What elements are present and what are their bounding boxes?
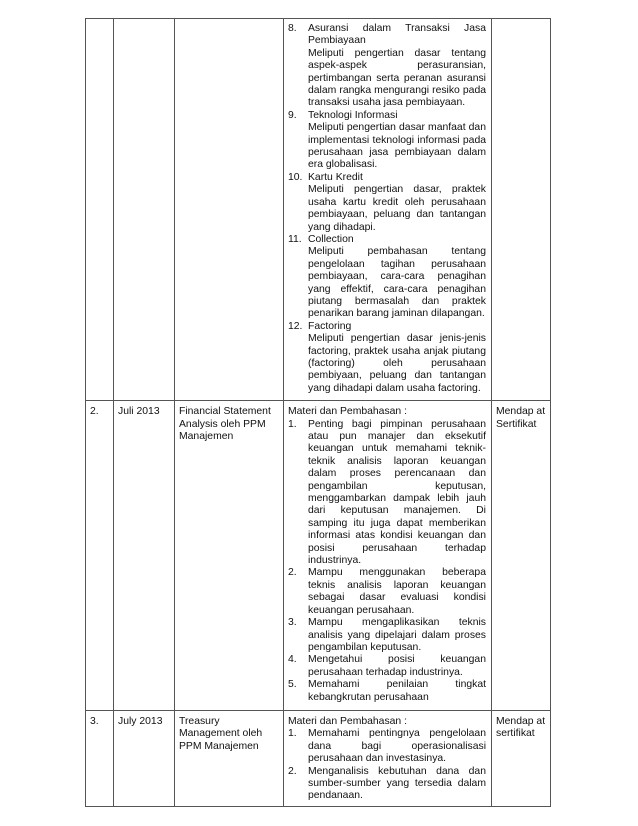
item-title: Factoring [308,320,352,332]
list-item [288,172,486,234]
cell-date [114,19,175,401]
item-number: 12. [288,320,303,332]
item-text: Mengetahui posisi keuangan perusahaan terhadap industrinya. [308,654,486,678]
item-description: Meliputi pengertian dasar manfaat dan implementasi teknologi informasi pada perusahaan jasa pembiayaan dalam era globalisasi. [308,122,486,171]
cell-no [86,19,114,401]
item-number: 11. [288,233,302,245]
item-number: 1. [288,728,297,740]
item-number: 2. [288,765,297,777]
item-number: 1. [288,418,297,430]
cell-materi [284,19,492,401]
list-item [288,679,486,704]
list-item [288,654,486,679]
item-description: Meliputi pengertian dasar jenis-jenis factoring, praktek usaha anjak piutang (factoring) oleh perusahaan pembiyaan, peluang dan tantangan yang dihadapi dalam usaha factoring. [308,333,486,394]
item-number: 3. [288,617,297,629]
item-text: Penting bagi pimpinan perusahaan atau pun manajer dan eksekutif keuangan untuk memahami teknik-teknik analisis laporan keuangan dalam proses perencanaan dan pengambilan keputusan, menggambarkan dampak lebih jauh dari keputusan manajemen. Di samping itu juga dapat memberikan informasi atas kondisi keuangan dan posisi perusahaan terhadap industrinya. [308,418,486,567]
item-description: Meliputi pembahasan tentang pengelolaan tagihan perusahaan pembiayaan, cara-cara penagihan yang effektif, cara-cara penagihan piutang bermasalah dan praktek penarikan barang jaminan dilapangan. [308,246,486,320]
cell-no: 2. [86,401,114,711]
list-item [288,766,486,803]
cell-training: Treasury Management oleh PPM Manajemen [175,710,284,806]
list-item [288,23,486,110]
list-item [288,728,486,765]
item-text: Memahami penilaian tingkat kebangkrutan perusahaan [308,679,486,703]
table-row [86,401,551,711]
item-number: 10. [288,171,303,183]
table-row [86,710,551,806]
item-number: 5. [288,679,297,691]
item-text: Memahami pentingnya pengelolaan dana bagi operasionalisasi perusahaan dan investasinya. [308,728,486,765]
item-title: Kartu Kredit [308,171,363,183]
cell-training: Financial Statement Analysis oleh PPM Manajemen [175,401,284,711]
item-number: 9. [288,109,297,121]
item-number: 8. [288,23,297,34]
list-item [288,419,486,568]
item-text: Menganalisis kebutuhan dana dan sumber-sumber yang tersedia dalam pendanaan. [308,765,486,802]
item-number: 2. [288,567,297,579]
cell-date: July 2013 [114,710,175,806]
cell-no: 3. [86,710,114,806]
cell-result: Mendap at sertifikat [492,710,551,806]
materi-heading: Materi dan Pembahasan : [288,406,407,418]
cell-materi [284,401,492,711]
materi-heading: Materi dan Pembahasan : [288,715,407,727]
item-title: Teknologi Informasi [308,109,398,121]
item-text: Mampu menggunakan beberapa teknis analisis laporan keuangan sebagai dasar evaluasi kondisi keuangan perusahaan. [308,567,486,616]
training-history-table [85,18,551,807]
cell-result [492,19,551,401]
table-row-continuation [86,19,551,401]
cell-training [175,19,284,401]
cell-date: Juli 2013 [114,401,175,711]
item-title: Asuransi dalam Transaksi Jasa Pembiayaan [308,23,486,47]
list-item [288,321,486,395]
list-item [288,617,486,654]
item-text: Mampu mengaplikasikan teknis analisis yang dipelajari dalam proses pengambilan keputusan. [308,617,486,653]
item-description: Meliputi pengertian dasar, praktek usaha kartu kredit oleh perusahaan pembiayaan, peluang dan tantangan yang dihadapi. [308,184,486,233]
item-title: Collection [308,233,354,245]
list-item [288,110,486,172]
list-item [288,234,486,321]
item-description: Meliputi pengertian dasar tentang aspek-aspek perasuransian, pertimbangan serta peranan asuransi dalam rangka mengurangi resiko pada transaksi usaha jasa pembiayaan. [308,47,486,109]
item-number: 4. [288,654,297,666]
list-item [288,567,486,617]
cell-materi [284,710,492,806]
cell-result: Mendap at Sertifikat [492,401,551,711]
